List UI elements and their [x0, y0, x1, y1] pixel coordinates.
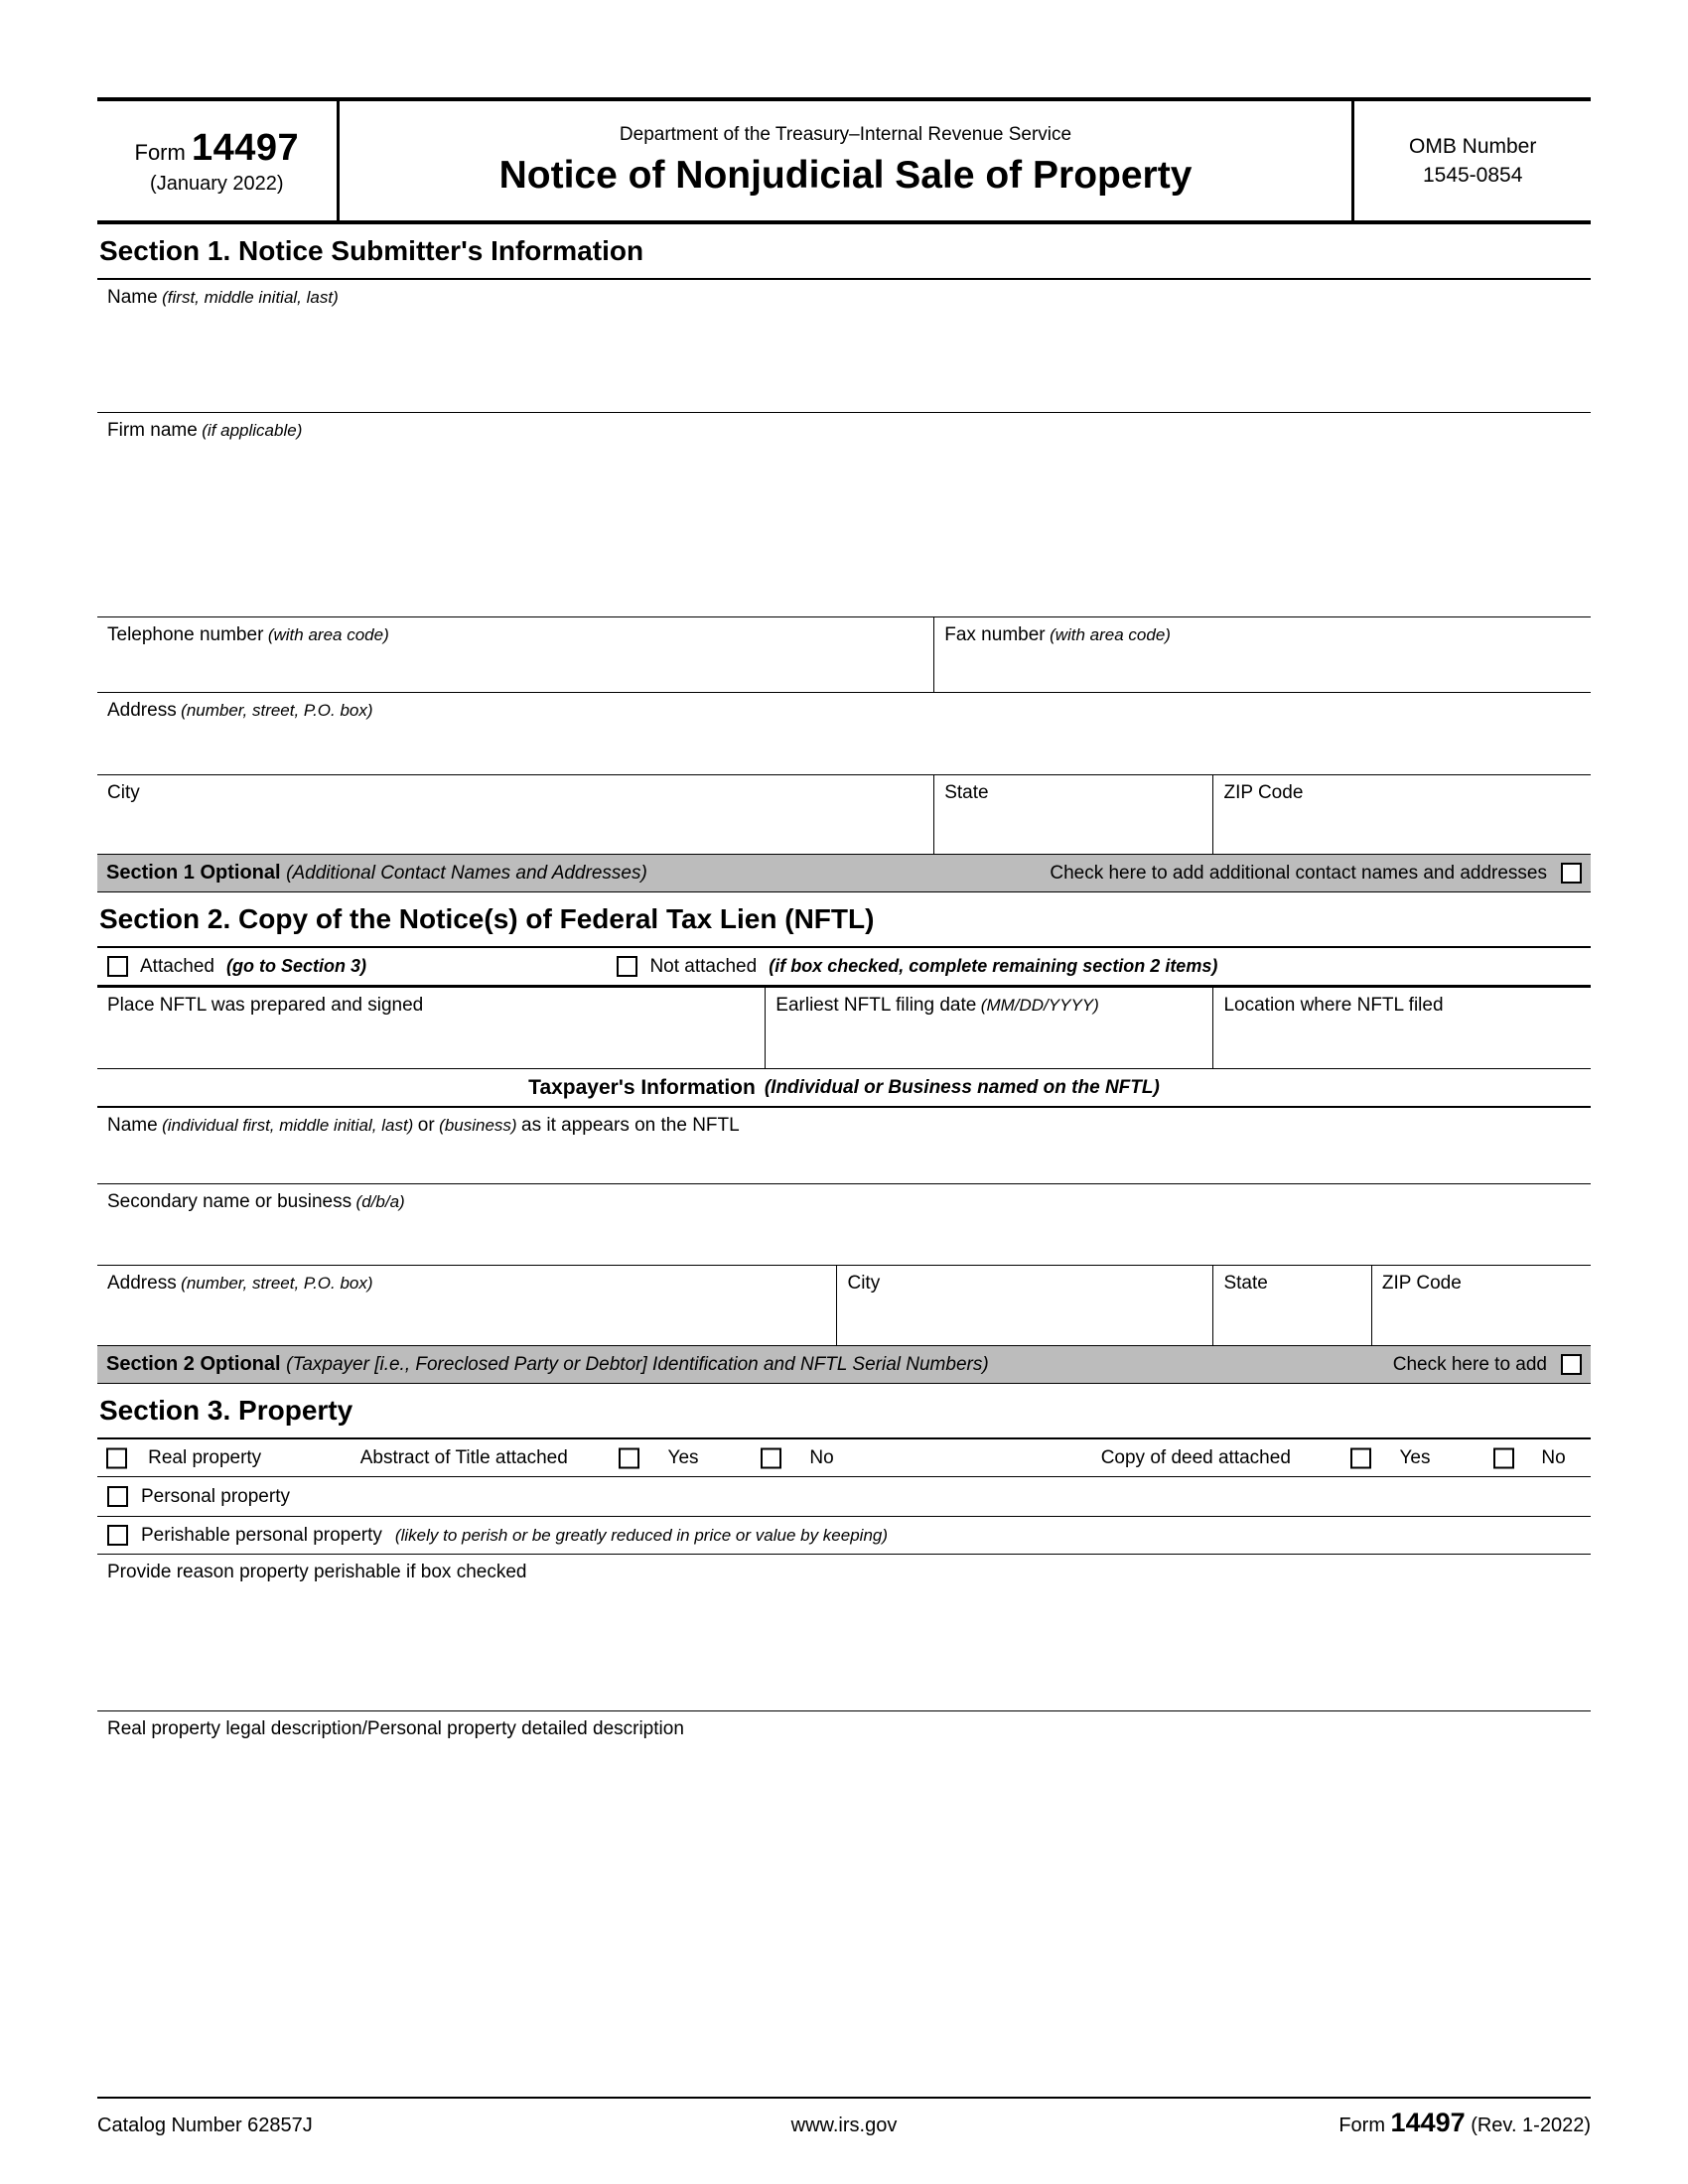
section1-optional-text: [106, 862, 647, 885]
footer-form-block: [897, 2108, 1591, 2138]
attached-hint: (go to Section 3): [226, 956, 366, 976]
taxpayer-city-field[interactable]: [836, 1266, 1212, 1346]
footer-form-revision: (Rev. 1-2022): [1471, 2115, 1591, 2136]
taxpayer-city-label: City: [847, 1273, 881, 1294]
deed-yes-label: Yes: [1399, 1446, 1431, 1468]
nftl-detail-row: [97, 988, 1591, 1069]
submitter-address-field[interactable]: [97, 693, 1591, 775]
deed-yes-checkbox[interactable]: [1350, 1447, 1371, 1468]
property-description-field[interactable]: [97, 1711, 1591, 2097]
nftl-filing-date-field[interactable]: [765, 988, 1212, 1069]
section2-optional-bar: [97, 1346, 1591, 1384]
firm-name-field[interactable]: [97, 413, 1591, 617]
abstract-no-checkbox[interactable]: [761, 1447, 781, 1468]
form-header: [97, 97, 1591, 224]
fax-label: Fax number: [944, 624, 1046, 645]
section2-optional-check-text: Check here to add: [1392, 1353, 1547, 1375]
submitter-name-field[interactable]: [97, 280, 1591, 413]
real-property-label: Real property: [148, 1446, 262, 1468]
taxpayer-name-hint-business: (business): [439, 1116, 517, 1135]
not-attached-label: Not attached: [649, 955, 758, 977]
taxpayer-zip-field[interactable]: [1371, 1266, 1591, 1346]
deed-attached-label: Copy of deed attached: [1100, 1446, 1291, 1468]
taxpayer-address-field[interactable]: [97, 1266, 836, 1346]
fax-hint: (with area code): [1050, 625, 1171, 644]
not-attached-hint: (if box checked, complete remaining section 2 items): [769, 956, 1218, 976]
submitter-name-label: Name: [107, 287, 158, 308]
perishable-property-label: Perishable personal property: [141, 1524, 382, 1546]
nftl-location-field[interactable]: [1212, 988, 1591, 1069]
attached-group: [107, 956, 617, 978]
form-number-block: [97, 101, 340, 220]
deed-no-checkbox[interactable]: [1493, 1447, 1514, 1468]
personal-property-label: Personal property: [141, 1485, 290, 1507]
not-attached-checkbox[interactable]: [617, 956, 637, 977]
section2-optional-check-group: [1393, 1354, 1582, 1376]
nftl-place-label: Place NFTL was prepared and signed: [107, 995, 424, 1016]
taxpayer-name-hint-individual: (individual first, middle initial, last): [162, 1116, 414, 1135]
deed-no-label: No: [1541, 1446, 1566, 1468]
section1-optional-hint: (Additional Contact Names and Addresses): [286, 863, 647, 884]
firm-name-label: Firm name: [107, 420, 198, 441]
form-title: Notice of Nonjudicial Sale of Property: [498, 154, 1193, 197]
taxpayer-name-suffix: as it appears on the NFTL: [521, 1115, 740, 1136]
real-property-checkbox[interactable]: [106, 1447, 127, 1468]
footer-form-word: Form: [1338, 2115, 1385, 2136]
submitter-address-hint: (number, street, P.O. box): [181, 701, 373, 720]
secondary-name-hint: (d/b/a): [355, 1192, 405, 1211]
section3-heading: Section 3. Property: [97, 1384, 1591, 1439]
perishable-reason-label: Provide reason property perishable if box checked: [107, 1562, 527, 1582]
form-word: Form: [134, 139, 186, 165]
form-number-line: [105, 127, 329, 170]
abstract-of-title-label: Abstract of Title attached: [359, 1446, 568, 1468]
taxpayer-address-row: [97, 1266, 1591, 1346]
personal-property-row: [97, 1477, 1591, 1517]
section1-optional-bar: [97, 855, 1591, 892]
submitter-zip-field[interactable]: [1212, 775, 1591, 855]
real-property-row: [97, 1439, 1591, 1477]
attached-checkbox[interactable]: [107, 956, 128, 977]
footer-form-number: 14497: [1390, 2108, 1466, 2137]
omb-value: 1545-0854: [1422, 163, 1523, 187]
taxpayer-name-label: Name: [107, 1115, 158, 1136]
personal-property-checkbox[interactable]: [107, 1486, 128, 1507]
irs-website: www.irs.gov: [790, 2115, 898, 2136]
nftl-filing-date-hint: (MM/DD/YYYY): [980, 996, 1099, 1015]
firm-name-hint: (if applicable): [202, 421, 303, 440]
omb-block: [1351, 101, 1591, 220]
telephone-field[interactable]: [97, 617, 933, 693]
taxpayer-zip-label: ZIP Code: [1381, 1273, 1462, 1294]
taxpayer-heading-title: Taxpayer's Information: [528, 1075, 756, 1099]
taxpayer-information-heading: [97, 1069, 1591, 1108]
submitter-city-label: City: [107, 782, 140, 803]
attached-label: Attached: [140, 955, 214, 977]
submitter-name-hint: (first, middle initial, last): [162, 288, 339, 307]
section2-optional-checkbox[interactable]: [1561, 1354, 1582, 1375]
omb-label: OMB Number: [1409, 134, 1537, 158]
perishable-property-row: [97, 1517, 1591, 1555]
agency-line: Department of the Treasury–Internal Revenue Service: [619, 124, 1072, 145]
city-state-zip-row: [97, 775, 1591, 855]
section2-optional-text: [106, 1353, 989, 1376]
section2-optional-title: Section 2 Optional: [106, 1353, 281, 1375]
section1-optional-checkbox[interactable]: [1561, 863, 1582, 884]
abstract-yes-checkbox[interactable]: [619, 1447, 639, 1468]
section2-optional-hint: (Taxpayer [i.e., Foreclosed Party or Debtor] Identification and NFTL Serial Numbers): [286, 1354, 989, 1375]
page-footer: [97, 2097, 1591, 2138]
section1-optional-title: Section 1 Optional: [106, 862, 281, 884]
section2-heading: Section 2. Copy of the Notice(s) of Federal Tax Lien (NFTL): [97, 892, 1591, 948]
taxpayer-address-label: Address: [107, 1273, 177, 1294]
catalog-number: Catalog Number 62857J: [97, 2115, 313, 2136]
telephone-hint: (with area code): [267, 625, 389, 644]
form-number: 14497: [191, 126, 300, 169]
submitter-address-label: Address: [107, 700, 177, 721]
perishable-property-checkbox[interactable]: [107, 1525, 128, 1546]
perishable-property-hint: (likely to perish or be greatly reduced in price or value by keeping): [394, 1525, 889, 1545]
fax-field[interactable]: [933, 617, 1591, 693]
form-revision: (January 2022): [150, 172, 284, 195]
telephone-label: Telephone number: [107, 624, 264, 645]
section1-optional-check-text: Check here to add additional contact names and addresses: [1050, 862, 1547, 884]
section1-heading: Section 1. Notice Submitter's Information: [97, 224, 1591, 280]
taxpayer-state-label: State: [1223, 1273, 1268, 1294]
submitter-state-field[interactable]: [933, 775, 1212, 855]
phone-fax-row: [97, 617, 1591, 693]
perishable-reason-field[interactable]: [97, 1555, 1591, 1711]
taxpayer-address-hint: (number, street, P.O. box): [181, 1274, 373, 1293]
taxpayer-heading-hint: (Individual or Business named on the NFTL): [764, 1076, 1160, 1098]
submitter-city-field[interactable]: [97, 775, 933, 855]
secondary-name-label: Secondary name or business: [107, 1191, 352, 1212]
nftl-attachment-row: [97, 948, 1591, 988]
taxpayer-state-field[interactable]: [1212, 1266, 1370, 1346]
submitter-state-label: State: [944, 782, 989, 803]
property-description-label: Real property legal description/Personal property detailed description: [107, 1718, 684, 1739]
nftl-filing-date-label: Earliest NFTL filing date: [775, 995, 977, 1016]
form-content: [97, 97, 1591, 2097]
section1-optional-check-group: [1050, 863, 1582, 885]
nftl-location-label: Location where NFTL filed: [1223, 995, 1444, 1016]
taxpayer-name-or: or: [417, 1115, 435, 1136]
nftl-place-field[interactable]: [97, 988, 765, 1069]
taxpayer-name-field[interactable]: [97, 1108, 1591, 1184]
secondary-name-field[interactable]: [97, 1184, 1591, 1266]
abstract-no-label: No: [809, 1446, 834, 1468]
abstract-yes-label: Yes: [667, 1446, 699, 1468]
submitter-zip-label: ZIP Code: [1223, 782, 1304, 803]
form-title-block: [340, 101, 1352, 220]
not-attached-group: [617, 956, 1217, 978]
